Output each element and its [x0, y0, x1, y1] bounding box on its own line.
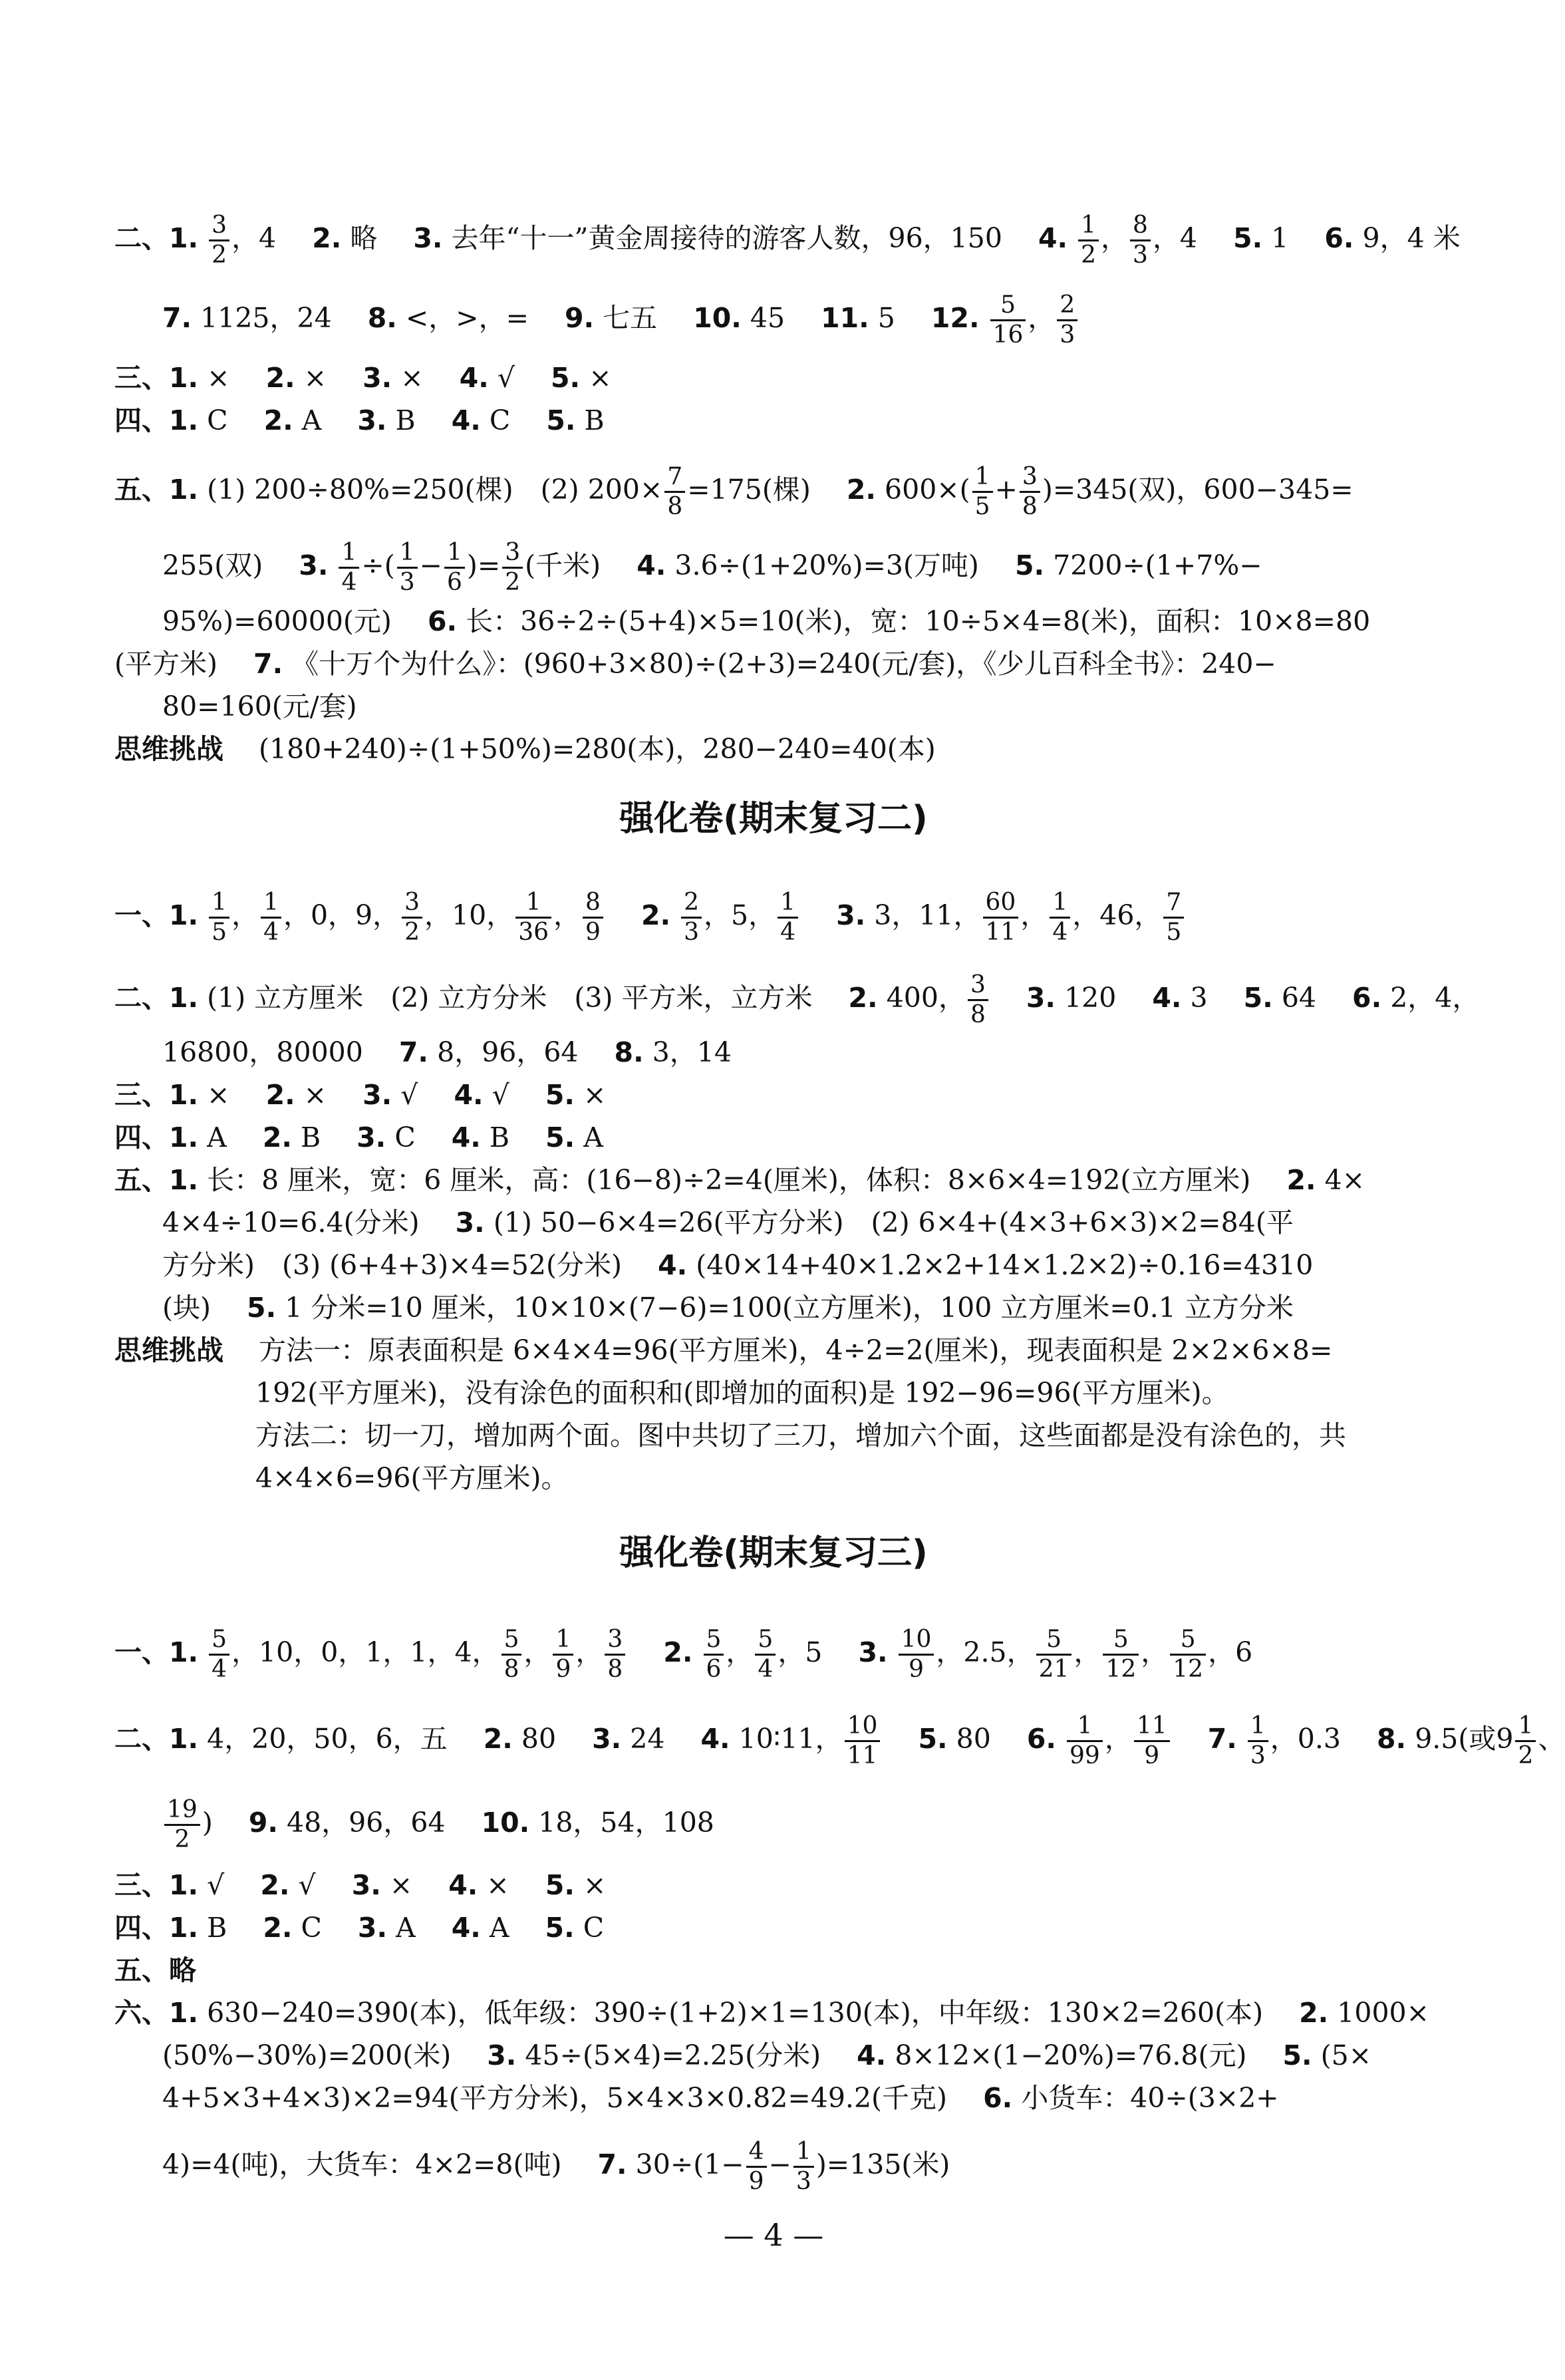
item-number: 4. [857, 2039, 887, 2071]
item-number: 7. [1207, 1723, 1237, 1755]
section-c-line-3: $\frac{19}{2}$ ) 9. 48，96，64 10. 18，54，108 [162, 1796, 1419, 1854]
part-label: 五、 [114, 1954, 169, 1986]
item-number: 6. [1324, 222, 1354, 254]
item-number: 4. [1152, 982, 1182, 1014]
item-number: 5. [545, 1121, 575, 1153]
section-b-line-8: 方分米) (3) (6+4+3)×4=52(分米) 4. (40×14+40×1.2×2+14×1.2×2)÷0.16=4310 [162, 1249, 1314, 1281]
item-number: 8. [367, 302, 397, 334]
part-label: 二、 [114, 222, 169, 254]
item-number: 3. [592, 1723, 622, 1755]
fraction: $\frac{5}{8}$ [501, 1626, 522, 1684]
fraction: $\frac{1}{2}$ [1515, 1712, 1536, 1770]
item-number: 4. [459, 362, 489, 394]
part-label: 四、 [114, 1912, 169, 1944]
fraction: $\frac{5}{4}$ [209, 1626, 229, 1684]
item-number: 3. [356, 1121, 386, 1153]
section-c-line-10: 4)=4(吨)，大货车：4×2=8(吨) 7. 30÷(1− $\frac{4}{9}$ − $\frac{1}{3}$ )=135(米) [162, 2138, 950, 2195]
item-number: 5. [546, 404, 576, 436]
section-b-line-7: 4×4÷10=6.4(分米) 3. (1) 50−6×4=26(平方分米) (2) 6×4+(4×3+6×3)×2=84(平 [162, 1207, 1294, 1239]
fraction: $\frac{10}{11}$ [845, 1712, 881, 1770]
item-number: 3. [413, 222, 443, 254]
section-b-line-2: 二、1. (1) 立方厘米 (2) 立方分米 (3) 平方米，立方米 2. 400， $\frac{3}{8}$ 3. 120 4. 3 5. 64 6. 2，4， [114, 971, 1480, 1028]
fraction: $\frac{8}{9}$ [583, 889, 603, 947]
item-number: 2. [265, 362, 295, 394]
item-number: 5. [551, 362, 581, 394]
item-number: 2. [263, 1912, 293, 1944]
item-number: 7. [253, 648, 283, 680]
item-number: 7. [597, 2149, 627, 2180]
fraction: $\frac{3}{2}$ [502, 539, 523, 597]
item-number: 3. [357, 404, 387, 436]
part-label: 三、 [114, 1079, 169, 1111]
item-number: 1. [169, 222, 199, 254]
fraction: $\frac{60}{11}$ [983, 889, 1019, 947]
item-number: 4. [637, 549, 666, 581]
item-number: 2. [848, 982, 878, 1014]
item-number: 1. [169, 404, 199, 436]
section-c-line-6: 五、略 [114, 1954, 196, 1986]
fraction: $\frac{5}{21}$ [1036, 1626, 1072, 1684]
fraction: $\frac{5}{12}$ [1170, 1626, 1206, 1684]
part-label: 五、 [114, 474, 169, 506]
item-number: 3. [357, 1912, 388, 1944]
section-b-line-5: 四、1. A 2. B 3. C 4. B 5. A [114, 1121, 603, 1153]
section-a-line-4: 四、1. C 2. A 3. B 4. C 5. B [114, 404, 605, 436]
fraction: $\frac{1}{6}$ [444, 539, 465, 597]
item-number: 6. [983, 2082, 1013, 2114]
section-c-line-1: 一、1. $\frac{5}{4}$ ，10，0，1，1，4， $\frac{5}{8}$ ， $\frac{1}{9}$ ， $\frac{3}{8}$ 2. $\frac{5}{6}$ ， $\frac{5}{4}$ ，5 3. $\frac{10}{9}$ ，2.5， $\frac{5}{21}$ ， $\frac{5}{12}$ ， $\frac{5}{12}$ ，6 [114, 1626, 1253, 1683]
page-number: — 4 — [723, 2217, 824, 2253]
item-number: 1. [169, 1121, 199, 1153]
item-number: 5. [1233, 222, 1263, 254]
section-a-line-1: 二、1. $\frac{3}{2}$ ，4 2. 略 3. 去年“十一”黄金周接待的游客人数，96，150 4. $\frac{1}{2}$ ， $\frac{8}{3}$ ，4 5. 1 6. 9，4 米 [114, 212, 1461, 269]
fraction: $\frac{1}{5}$ [209, 889, 229, 947]
section-b-line-1: 一、1. $\frac{1}{5}$ ， $\frac{1}{4}$ ，0，9， $\frac{3}{2}$ ，10， $\frac{1}{36}$ ， $\frac{8}{9}$ 2. $\frac{2}{3}$ ，5， $\frac{1}{4}$ 3. 3，11， $\frac{60}{11}$ ， $\frac{1}{4}$ ，46， $\frac{7}{5}$ [114, 889, 1371, 947]
item-number: 2. [312, 222, 342, 254]
fraction: $\frac{3}{8}$ [968, 971, 988, 1029]
part-label: 四、 [114, 404, 169, 436]
item-number: 1. [169, 1997, 199, 2029]
section-title-review-3: 强化卷(期末复习三) [619, 1533, 928, 1573]
section-b-challenge-2: 192(平方厘米)，没有涂色的面积和(即增加的面积)是 192−96=96(平方厘米)。 [255, 1377, 1229, 1409]
section-title-review-2: 强化卷(期末复习二) [619, 799, 928, 839]
part-label: 四、 [114, 1121, 169, 1153]
fraction: $\frac{2}{3}$ [681, 889, 702, 947]
section-b-challenge-4: 4×4×6=96(平方厘米)。 [255, 1462, 569, 1494]
fraction: $\frac{1}{4}$ [1050, 889, 1070, 947]
item-number: 1. [169, 1079, 199, 1111]
item-number: 2. [640, 899, 671, 931]
item-number: 11. [821, 302, 869, 334]
item-number: 5. [247, 1292, 277, 1324]
item-number: 5. [545, 1079, 575, 1111]
fraction: $\frac{2}{3}$ [1057, 291, 1077, 349]
fraction: $\frac{1}{99}$ [1067, 1712, 1103, 1770]
item-number: 10. [693, 302, 742, 334]
fraction: $\frac{11}{9}$ [1134, 1712, 1170, 1770]
section-b-line-3: 16800，80000 7. 8，96，64 8. 3，14 [162, 1036, 732, 1068]
item-number: 3. [1026, 982, 1056, 1014]
challenge-label: 思维挑战 [114, 733, 223, 765]
item-number: 1. [169, 1723, 199, 1755]
section-a-line-5: 五、1. (1) 200÷80%=250(棵) (2) 200× $\frac{7}{8}$ =175(棵) 2. 600×( $\frac{1}{5}$ + $\frac{3}{8}$ )=345(双)，600−345= [114, 463, 1353, 520]
fraction: $\frac{1}{3}$ [397, 539, 418, 597]
item-number: 5. [1243, 982, 1273, 1014]
fraction: $\frac{1}{3}$ [1248, 1712, 1268, 1770]
item-number: 3. [362, 362, 392, 394]
fraction: $\frac{8}{3}$ [1130, 212, 1151, 269]
item-number: 2. [263, 404, 293, 436]
fraction: $\frac{4}{9}$ [746, 2138, 767, 2196]
item-number: 6. [1026, 1723, 1056, 1755]
item-number: 7. [162, 302, 192, 334]
part-label: 三、 [114, 362, 169, 394]
item-number: 4. [658, 1249, 688, 1281]
item-number: 1. [169, 474, 199, 506]
fraction: $\frac{1}{3}$ [793, 2138, 814, 2196]
item-number: 12. [930, 302, 980, 334]
item-number: 1. [169, 1164, 199, 1196]
item-number: 9. [248, 1807, 278, 1839]
item-number: 2. [1286, 1164, 1316, 1196]
fraction: $\frac{3}{2}$ [402, 889, 422, 947]
section-a-line-2: 7. 1125，24 8. <，>，= 9. 七五 10. 45 11. 5 12. $\frac{5}{16}$ ， $\frac{2}{3}$ [162, 291, 1419, 349]
section-b-line-4: 三、1. × 2. × 3. √ 4. √ 5. × [114, 1079, 607, 1111]
part-label: 五、 [114, 1164, 169, 1196]
item-number: 3. [858, 1636, 888, 1668]
item-number: 6. [1352, 982, 1382, 1014]
fraction: $\frac{1}{4}$ [778, 889, 798, 947]
section-c-line-9: 4+5×3+4×3)×2=94(平方分米)，5×4×3×0.82=49.2(千克) 6. 小货车：40÷(3×2+ [162, 2082, 1279, 2114]
item-number: 3. [836, 899, 866, 931]
fraction: $\frac{1}{2}$ [1078, 212, 1099, 269]
item-number: 2. [262, 1121, 292, 1153]
section-a-line-6: 255(双) 3. $\frac{1}{4}$ ÷( $\frac{1}{3}$ − $\frac{1}{6}$ )= $\frac{3}{2}$ (千米) 4. 3.6÷(1+20%)=3(万吨) 5. 7200÷(1+7%− [162, 539, 1262, 596]
item-number: 4. [700, 1723, 730, 1755]
fraction: $\frac{7}{8}$ [664, 463, 685, 521]
part-label: 二、 [114, 1723, 169, 1755]
item-number: 3. [455, 1207, 485, 1239]
item-number: 2. [265, 1079, 295, 1111]
part-label: 三、 [114, 1869, 169, 1901]
item-number: 8. [614, 1036, 644, 1068]
section-b-line-6: 五、1. 长：8 厘米，宽：6 厘米，高：(16−8)÷2=4(厘米)，体积：8×6×4=192(立方厘米) 2. 4× [114, 1164, 1365, 1196]
item-number: 4. [448, 1869, 478, 1901]
item-number: 3. [487, 2039, 517, 2071]
item-number: 4. [1038, 222, 1068, 254]
item-number: 2. [663, 1636, 693, 1668]
fraction: $\frac{3}{2}$ [209, 212, 229, 269]
section-c-line-8: (50%−30%)=200(米) 3. 45÷(5×4)=2.25(分米) 4. 8×12×(1−20%)=76.8(元) 5. (5× [162, 2039, 1372, 2071]
section-a-line-3: 三、1. × 2. × 3. × 4. √ 5. × [114, 362, 612, 394]
part-label: 一、 [114, 899, 169, 931]
part-label: 六、 [114, 1997, 169, 2029]
item-number: 1. [169, 899, 199, 931]
section-a-challenge: 思维挑战 (180+240)÷(1+50%)=280(本)，280−240=40(本) [114, 733, 936, 765]
item-number: 5. [1014, 549, 1045, 581]
fraction: $\frac{3}{8}$ [1020, 463, 1040, 521]
item-number: 10. [481, 1807, 530, 1839]
item-number: 1. [169, 362, 199, 394]
item-number: 2. [483, 1723, 513, 1755]
item-number: 3. [362, 1079, 392, 1111]
fraction: $\frac{1}{5}$ [972, 463, 993, 521]
item-number: 2. [1299, 1997, 1329, 2029]
item-number: 1. [169, 1636, 199, 1668]
section-c-line-5: 四、1. B 2. C 3. A 4. A 5. C [114, 1912, 605, 1944]
fraction: $\frac{10}{9}$ [899, 1626, 934, 1684]
section-b-line-9: (块) 5. 1 分米=10 厘米，10×10×(7−6)=100(立方厘米)，100 立方厘米=0.1 立方分米 [162, 1292, 1294, 1324]
item-number: 5. [1282, 2039, 1312, 2071]
section-c-line-7: 六、1. 630−240=390(本)，低年级：390÷(1+2)×1=130(本)，中年级：130×2=260(本) 2. 1000× [114, 1997, 1429, 2029]
fraction: $\frac{5}{6}$ [704, 1626, 724, 1684]
item-number: 5. [545, 1869, 575, 1901]
item-number: 4. [451, 404, 481, 436]
fraction: $\frac{5}{16}$ [990, 291, 1026, 349]
item-number: 4. [451, 1912, 481, 1944]
fraction: $\frac{3}{8}$ [605, 1626, 625, 1684]
fraction: $\frac{7}{5}$ [1163, 889, 1184, 947]
item-number: 2. [260, 1869, 290, 1901]
item-number: 3. [299, 549, 329, 581]
fraction: $\frac{1}{36}$ [515, 889, 551, 947]
part-label: 一、 [114, 1636, 169, 1668]
fraction: $\frac{5}{4}$ [755, 1626, 776, 1684]
fraction: $\frac{1}{4}$ [261, 889, 281, 947]
item-number: 8. [1377, 1723, 1407, 1755]
section-b-challenge-3: 方法二：切一刀，增加两个面。图中共切了三刀，增加六个面，这些面都是没有涂色的，共 [255, 1419, 1346, 1451]
item-number: 6. [427, 605, 458, 637]
item-number: 1. [169, 1912, 199, 1944]
item-number: 1. [169, 1869, 199, 1901]
item-number: 3. [351, 1869, 381, 1901]
item-number: 2. [846, 474, 876, 506]
fraction: $\frac{19}{2}$ [164, 1796, 200, 1854]
item-number: 5. [918, 1723, 948, 1755]
fraction: $\frac{1}{4}$ [339, 539, 359, 597]
item-number: 4. [451, 1121, 481, 1153]
item-number: 9. [564, 302, 595, 334]
section-c-line-4: 三、1. √ 2. √ 3. × 4. × 5. × [114, 1869, 607, 1901]
section-a-line-8: (平方米) 7. 《十万个为什么》：(960+3×80)÷(2+3)=240(元/套)，《少儿百科全书》：240− [114, 648, 1276, 680]
challenge-label: 思维挑战 [114, 1334, 223, 1366]
part-label: 二、 [114, 982, 169, 1014]
section-a-line-9: 80=160(元/套) [162, 690, 357, 722]
section-a-line-7: 95%)=60000(元) 6. 长：36÷2÷(5+4)×5=10(米)，宽：10÷5×4=8(米)，面积：10×8=80 [162, 605, 1371, 637]
item-number: 1. [169, 982, 199, 1014]
item-number: 7. [398, 1036, 429, 1068]
fraction: $\frac{5}{12}$ [1103, 1626, 1139, 1684]
item-number: 4. [454, 1079, 484, 1111]
item-number: 5. [545, 1912, 575, 1944]
fraction: $\frac{1}{9}$ [553, 1626, 573, 1684]
section-c-line-2: 二、1. 4，20，50，6，五 2. 80 3. 24 4. 10∶11， $\frac{10}{11}$ 5. 80 6. $\frac{1}{99}$ ， $\frac{11}{9}$ 7. $\frac{1}{3}$ ，0.3 8. 9.5(或9 $\frac{1}{2}$ 、 [114, 1712, 1565, 1769]
section-b-challenge: 思维挑战 方法一：原表面积是 6×4×4=96(平方厘米)，4÷2=2(厘米)，现表面积是 2×2×6×8= [114, 1334, 1333, 1366]
